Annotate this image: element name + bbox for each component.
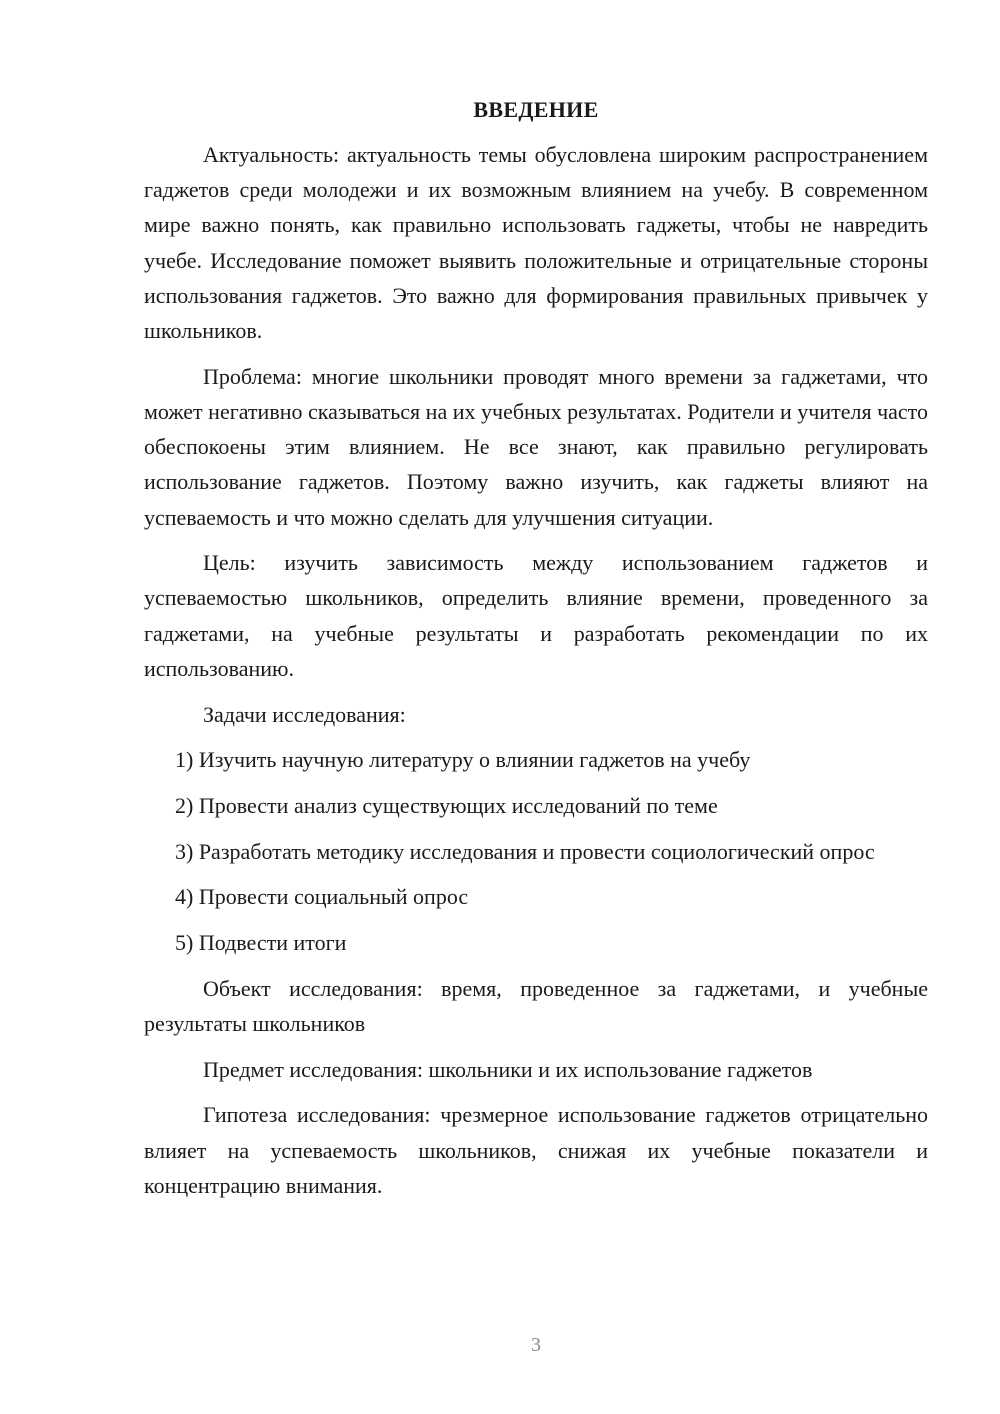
page-number: 3 xyxy=(531,1334,541,1356)
relevance-paragraph: Актуальность: актуальность темы обусловлена широким распространением гаджетов среди молодежи и их возможным влиянием на учебу. В современном мире важно понять, как правильно использовать гаджеты, чтобы не навредить учебе. Исследование поможет выявить положительные и отрицательные стороны использования гаджетов. Это важно для формирования правильных привычек у школьников. xyxy=(144,142,928,344)
object-paragraph: Объект исследования: время, проведенное за гаджетами, и учебные результаты школьников xyxy=(144,975,928,1036)
task-item: 2) Провести анализ существующих исследований по теме xyxy=(175,792,718,818)
task-item: 4) Провести социальный опрос xyxy=(175,884,469,910)
hypothesis-paragraph: Гипотеза исследования: чрезмерное использование гаджетов отрицательно влияет на успеваемость школьников, снижая их учебные показатели и концентрацию внимания. xyxy=(144,1102,928,1198)
document-page xyxy=(144,92,928,1213)
section-title: ВВЕДЕНИЕ xyxy=(473,97,599,122)
task-item: 5) Подвести итоги xyxy=(175,930,347,956)
tasks-heading: Задачи исследования: xyxy=(203,701,406,727)
task-item: 1) Изучить научную литературу о влиянии гаджетов на учебу xyxy=(175,747,751,773)
goal-paragraph: Цель: изучить зависимость между использованием гаджетов и успеваемостью школьников, определить влияние времени, проведенного за гаджетами, на учебные результаты и разработать рекомендации по их использованию. xyxy=(144,550,928,681)
task-item: 3) Разработать методику исследования и провести социологический опрос xyxy=(175,838,875,864)
problem-paragraph: Проблема: многие школьники проводят много времени за гаджетами, что может негативно сказываться на их учебных результатах. Родители и учителя часто обеспокоены этим влиянием. Не все знают, как правильно регулировать использование гаджетов. Поэтому важно изучить, как гаджеты влияют на успеваемость и что можно сделать для улучшения ситуации. xyxy=(144,363,928,530)
subject-paragraph: Предмет исследования: школьники и их использование гаджетов xyxy=(203,1056,813,1082)
